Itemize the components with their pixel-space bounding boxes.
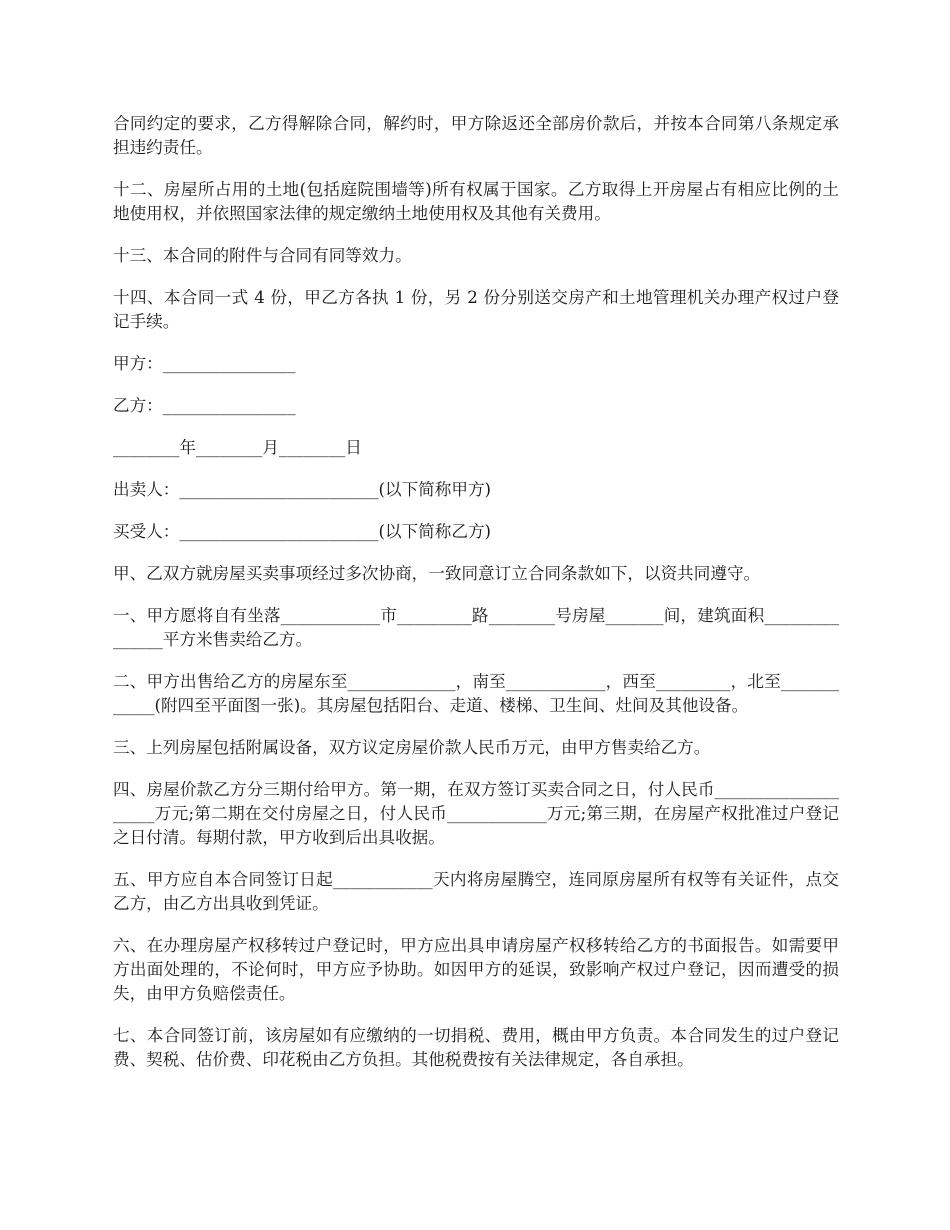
- paragraph-clause-3: 三、上列房屋包括附属设备，双方议定房屋价款人民币万元，由甲方售卖给乙方。: [113, 738, 711, 757]
- paragraph-clause-1: 一、甲方愿将自有坐落____________市_________路________号房屋_______间，建筑面积_______________平方米售卖给乙方。: [113, 606, 839, 649]
- paragraph-clause-13: 十三、本合同的附件与合同有同等效力。: [113, 246, 412, 265]
- paragraph-clause-14: 十四、本合同一式 4 份，甲乙方各执 1 份，另 2 份分别送交房产和土地管理机关办理产权过户登记手续。: [113, 288, 839, 331]
- contract-page: [113, 112, 839, 1090]
- paragraph-clause-5: 五、甲方应自本合同签订日起____________天内将房屋腾空，连同原房屋所有权等有关证件，点交乙方，由乙方出具收到凭证。: [113, 870, 839, 913]
- paragraph-clause-7: 七、本合同签订前，该房屋如有应缴纳的一切捐税、费用，概由甲方负责。本合同发生的过户登记费、契税、估价费、印花税由乙方负担。其他税费按有关法律规定，各自承担。: [113, 1026, 839, 1069]
- paragraph-continued-clause: 合同约定的要求，乙方得解除合同，解约时，甲方除返还全部房价款后，并按本合同第八条规定承担违约责任。: [113, 114, 839, 157]
- party-a-signature-line: 甲方：________________: [113, 354, 296, 373]
- paragraph-clause-6: 六、在办理房屋产权移转过户登记时，甲方应出具申请房屋产权移转给乙方的书面报告。如需要甲方出面处理的，不论何时，甲方应予协助。如因甲方的延误，致影响产权过户登记，因而遭受的损失，由甲方负赔偿责任。: [113, 936, 839, 1003]
- buyer-line: 买受人：________________________(以下简称乙方): [113, 522, 492, 541]
- seller-line: 出卖人：________________________(以下简称甲方): [113, 480, 492, 499]
- paragraph-clause-12: 十二、房屋所占用的土地(包括庭院围墙等)所有权属于国家。乙方取得上开房屋占有相应比例的土地使用权，并依照国家法律的规定缴纳土地使用权及其他有关费用。: [113, 180, 839, 223]
- paragraph-preamble: 甲、乙双方就房屋买卖事项经过多次协商，一致同意订立合同条款如下，以资共同遵守。: [113, 564, 761, 583]
- date-line: ________年________月________日: [113, 438, 362, 457]
- paragraph-clause-2: 二、甲方出售给乙方的房屋东至_____________，南至____________，西至_________，北至____________(附四至平面图一张)。其房屋包括阳台、走道、楼梯、卫生间、灶间及其他设备。: [113, 672, 839, 715]
- paragraph-clause-4: 四、房屋价款乙方分三期付给甲方。第一期，在双方签订买卖合同之日，付人民币____________________万元;第二期在交付房屋之日，付人民币____________万元;第三期，在房屋产权批准过户登记之日付清。每期付款，甲方收到后出具收据。: [113, 780, 839, 847]
- party-b-signature-line: 乙方：________________: [113, 396, 296, 415]
